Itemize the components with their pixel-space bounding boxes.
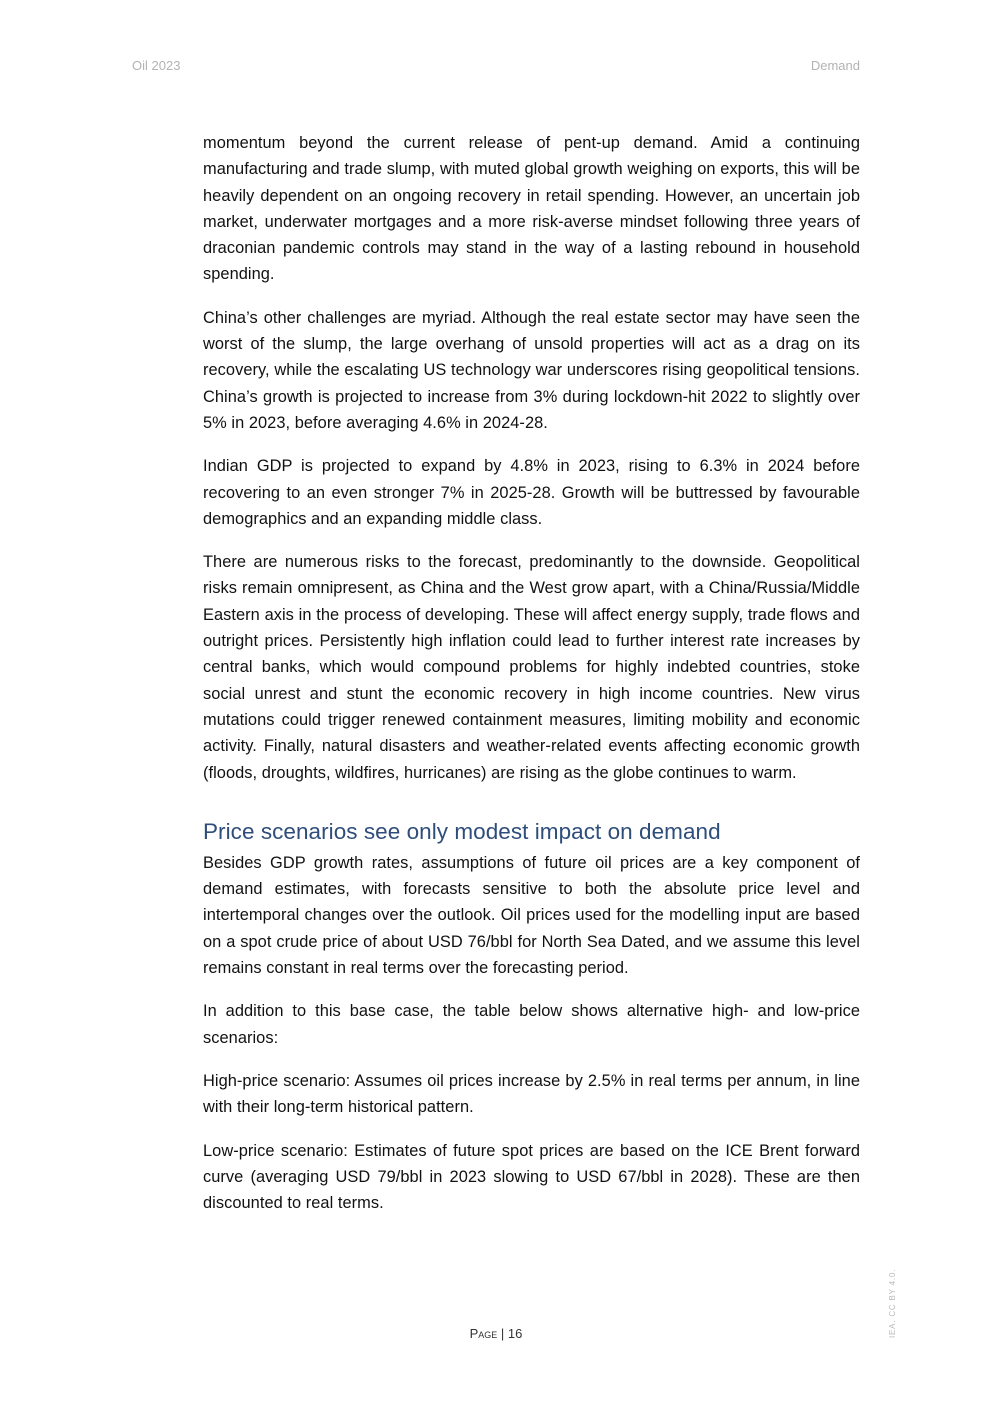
page-label: Page	[469, 1326, 498, 1341]
header-report-title: Oil 2023	[132, 58, 181, 73]
license-notice: IEA. CC BY 4.0.	[888, 1268, 897, 1338]
paragraph-price-assumptions: Besides GDP growth rates, assumptions of future oil prices are a key component of demand estimates, with forecasts sensitive to both the absolute price level and intertemporal changes over the outlook. Oil prices used for the modelling input are based on a spot crude price of about USD 76/bbl for North Sea Dated, and we assume this level remains constant in real terms over the forecasting period.	[203, 853, 860, 978]
page-footer	[0, 1326, 992, 1341]
page-number: 16	[507, 1326, 523, 1341]
paragraph-scenarios-intro: In addition to this base case, the table below shows alternative high- and low-price scenarios:	[203, 1002, 860, 1047]
paragraph-china-consumption: momentum beyond the current release of pent-up demand. Amid a continuing manufacturing and trade slump, with muted global growth weighing on exports, this will be heavily dependent on an ongoing recovery in retail spending. However, an uncertain job market, underwater mortgages and a more risk-averse mindset following three years of draconian pandemic controls may stand in the way of a lasting rebound in household spending.	[203, 134, 860, 284]
header-chapter-title: Demand	[810, 58, 860, 73]
paragraph-risks: There are numerous risks to the forecast, predominantly to the downside. Geopolitical risks remain omnipresent, as China and the West grow apart, with a China/Russia/Middle Eastern axis in the process of developing. These will affect energy supply, trade flows and outright prices. Persistently high inflation could lead to further interest rate increases by central banks, which would compound problems for highly indebted countries, stoke social unrest and stunt the economic recovery in high income countries. New virus mutations could trigger renewed containment measures, limiting mobility and economic activity. Finally, natural disasters and weather-related events affecting economic growth (floods, droughts, wildfires, hurricanes) are rising as the globe continues to warm.	[203, 553, 860, 782]
paragraph-low-price-scenario: Low-price scenario: Estimates of future spot prices are based on the ICE Brent forward curve (averaging USD 79/bbl in 2023 slowing to USD 67/bbl in 2028). These are then discounted to real terms.	[203, 1141, 860, 1213]
paragraph-high-price-scenario: High-price scenario: Assumes oil prices increase by 2.5% in real terms per annum, in line with their long-term historical pattern.	[203, 1071, 860, 1117]
section-heading: Price scenarios see only modest impact on demand	[203, 818, 721, 844]
paragraph-india-gdp: Indian GDP is projected to expand by 4.8% in 2023, rising to 6.3% in 2024 before recovering to an even stronger 7% in 2025-28. Growth will be buttressed by favourable demographics and an expanding middle class.	[203, 457, 860, 528]
main-content	[203, 130, 860, 1233]
running-header	[132, 58, 860, 76]
paragraph-china-challenges: China’s other challenges are myriad. Although the real estate sector may have seen the worst of the slump, the large overhang of unsold properties will act as a drag on its recovery, while the escalating US technology war underscores rising geopolitical tensions. China’s growth is projected to increase from 3% during lockdown-hit 2022 to slightly over 5% in 2023, before averaging 4.6% in 2024-28.	[203, 308, 860, 432]
page-separator: |	[497, 1326, 508, 1341]
